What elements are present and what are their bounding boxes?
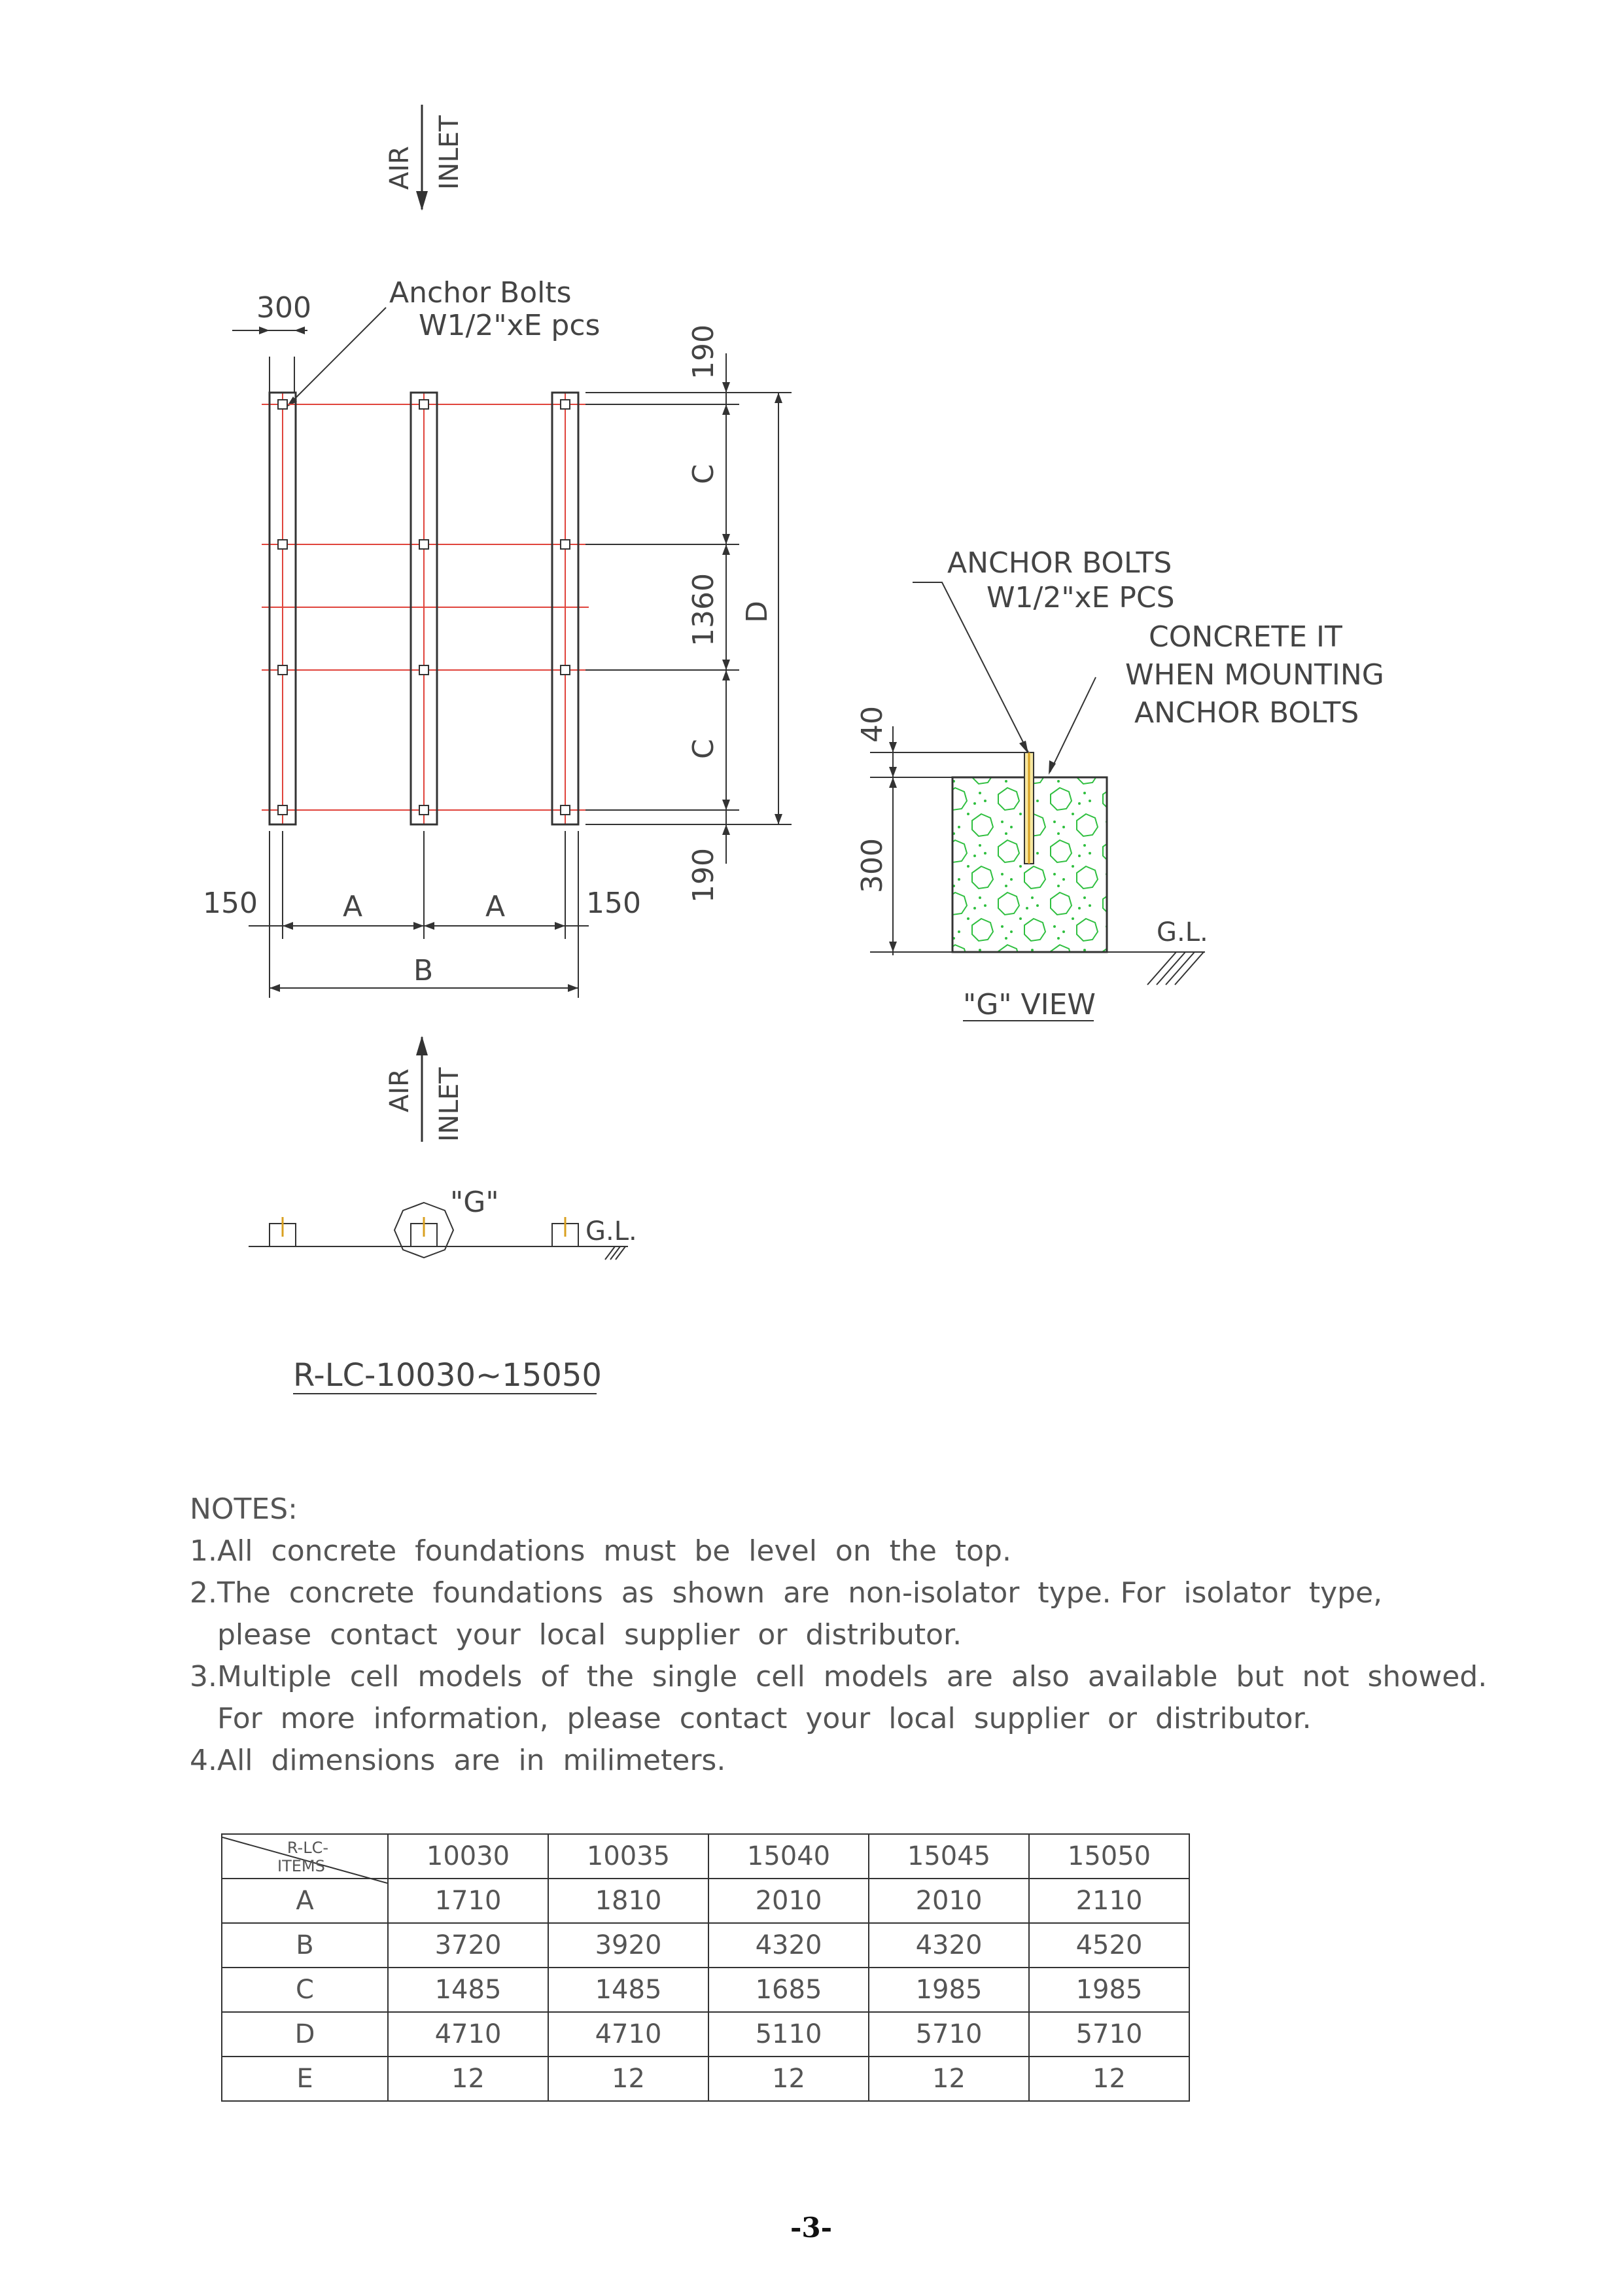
- table-cell: 12: [869, 2057, 1029, 2101]
- detail-gl-label: G.L.: [1157, 917, 1208, 947]
- table-row: [222, 2012, 1189, 2057]
- dim-1360-label: 1360: [687, 573, 720, 646]
- table-cell: 1985: [869, 1968, 1029, 2012]
- table-cell: 4710: [548, 2012, 708, 2057]
- table-row: [222, 1923, 1189, 1968]
- detail-anchor-spec: W1/2"xE PCS: [986, 581, 1175, 614]
- dim-a-right-label: A: [485, 890, 506, 923]
- dim-c-bottom-label: C: [687, 739, 720, 759]
- model-header: 10030: [388, 1834, 548, 1879]
- g-view-detail: [856, 546, 1384, 1021]
- note-line: 3.Multiple cell models of the single cell models are also available but not showed.: [190, 1660, 1488, 1693]
- row-item: E: [222, 2057, 388, 2101]
- elevation-gl-label: G.L.: [585, 1216, 637, 1246]
- notes-heading: NOTES:: [190, 1492, 298, 1526]
- note-line: 2.The concrete foundations as shown are non-isolator type. For isolator type,: [190, 1576, 1383, 1610]
- anchor-bolts-title: Anchor Bolts: [389, 276, 572, 309]
- table-row: [222, 1968, 1189, 2012]
- row-item: A: [222, 1879, 388, 1923]
- air-inlet-arrow-bottom: [385, 1036, 464, 1142]
- detail-anchor-title: ANCHOR BOLTS: [947, 546, 1172, 580]
- dim-b-label: B: [413, 954, 434, 987]
- dim-300-label: 300: [256, 291, 311, 325]
- table-cell: 12: [1029, 2057, 1189, 2101]
- dim-150-left-label: 150: [203, 887, 258, 920]
- air-inlet-arrow-top: [385, 105, 464, 211]
- inlet-label-bottom: INLET: [434, 1067, 464, 1142]
- dim-190-top-label: 190: [687, 325, 720, 380]
- dim-c-top-label: C: [687, 464, 720, 484]
- table-cell: 4520: [1029, 1923, 1189, 1968]
- table-cell: 4320: [708, 1923, 869, 1968]
- dimension-table: [221, 1833, 1190, 2102]
- plan-view: [203, 276, 792, 998]
- concrete-note-line-3: ANCHOR BOLTS: [1134, 696, 1359, 730]
- note-line: 1.All concrete foundations must be level on the top.: [190, 1534, 1011, 1568]
- model-header: 15050: [1029, 1834, 1189, 1879]
- row-item: B: [222, 1923, 388, 1968]
- table-cell: 2010: [869, 1879, 1029, 1923]
- g-view-title: "G" VIEW: [963, 988, 1096, 1021]
- table-corner-cell: [222, 1834, 388, 1879]
- side-elevation: [249, 1186, 637, 1260]
- table-cell: 5110: [708, 2012, 869, 2057]
- corner-top-label: R-LC-: [287, 1839, 328, 1857]
- g-marker-label: "G": [450, 1186, 499, 1219]
- table-cell: 1485: [548, 1968, 708, 2012]
- model-header: 15045: [869, 1834, 1029, 1879]
- table-cell: 12: [548, 2057, 708, 2101]
- row-item: D: [222, 2012, 388, 2057]
- table-cell: 4320: [869, 1923, 1029, 1968]
- drawing-title: R-LC-10030~15050: [293, 1357, 602, 1394]
- concrete-note-line-1: CONCRETE IT: [1149, 620, 1342, 654]
- row-item: C: [222, 1968, 388, 2012]
- model-header: 15040: [708, 1834, 869, 1879]
- table-cell: 1685: [708, 1968, 869, 2012]
- table-cell: 5710: [869, 2012, 1029, 2057]
- table-cell: 1985: [1029, 1968, 1189, 2012]
- table-cell: 1710: [388, 1879, 548, 1923]
- dim-a-left-label: A: [343, 890, 363, 923]
- dim-d-label: D: [741, 601, 774, 623]
- table-cell: 3720: [388, 1923, 548, 1968]
- table-header-row: [222, 1834, 1189, 1879]
- air-label-bottom: AIR: [385, 1069, 415, 1112]
- inlet-label-top: INLET: [434, 115, 464, 190]
- page-number: -3-: [790, 2212, 833, 2244]
- corner-bottom-label: ITEMS: [277, 1857, 325, 1875]
- table-cell: 12: [708, 2057, 869, 2101]
- table-cell: 12: [388, 2057, 548, 2101]
- table-cell: 1485: [388, 1968, 548, 2012]
- dim-150-right-label: 150: [586, 887, 641, 920]
- dim-40-label: 40: [856, 706, 889, 743]
- table-row: [222, 2057, 1189, 2101]
- note-line: For more information, please contact your local supplier or distributor.: [190, 1702, 1312, 1735]
- concrete-note-line-2: WHEN MOUNTING: [1125, 658, 1384, 692]
- table-cell: 4710: [388, 2012, 548, 2057]
- model-header: 10035: [548, 1834, 708, 1879]
- note-line: 4.All dimensions are in milimeters.: [190, 1744, 726, 1777]
- table-cell: 3920: [548, 1923, 708, 1968]
- air-label-top: AIR: [385, 146, 415, 190]
- table-cell: 5710: [1029, 2012, 1189, 2057]
- dim-300-detail-label: 300: [856, 838, 889, 893]
- table-cell: 1810: [548, 1879, 708, 1923]
- dim-190-bottom-label: 190: [687, 848, 720, 903]
- table-cell: 2110: [1029, 1879, 1189, 1923]
- anchor-bolts-spec: W1/2"xE pcs: [419, 309, 601, 342]
- note-line: please contact your local supplier or distributor.: [190, 1618, 962, 1651]
- notes-block: [190, 1489, 1498, 1782]
- table-cell: 2010: [708, 1879, 869, 1923]
